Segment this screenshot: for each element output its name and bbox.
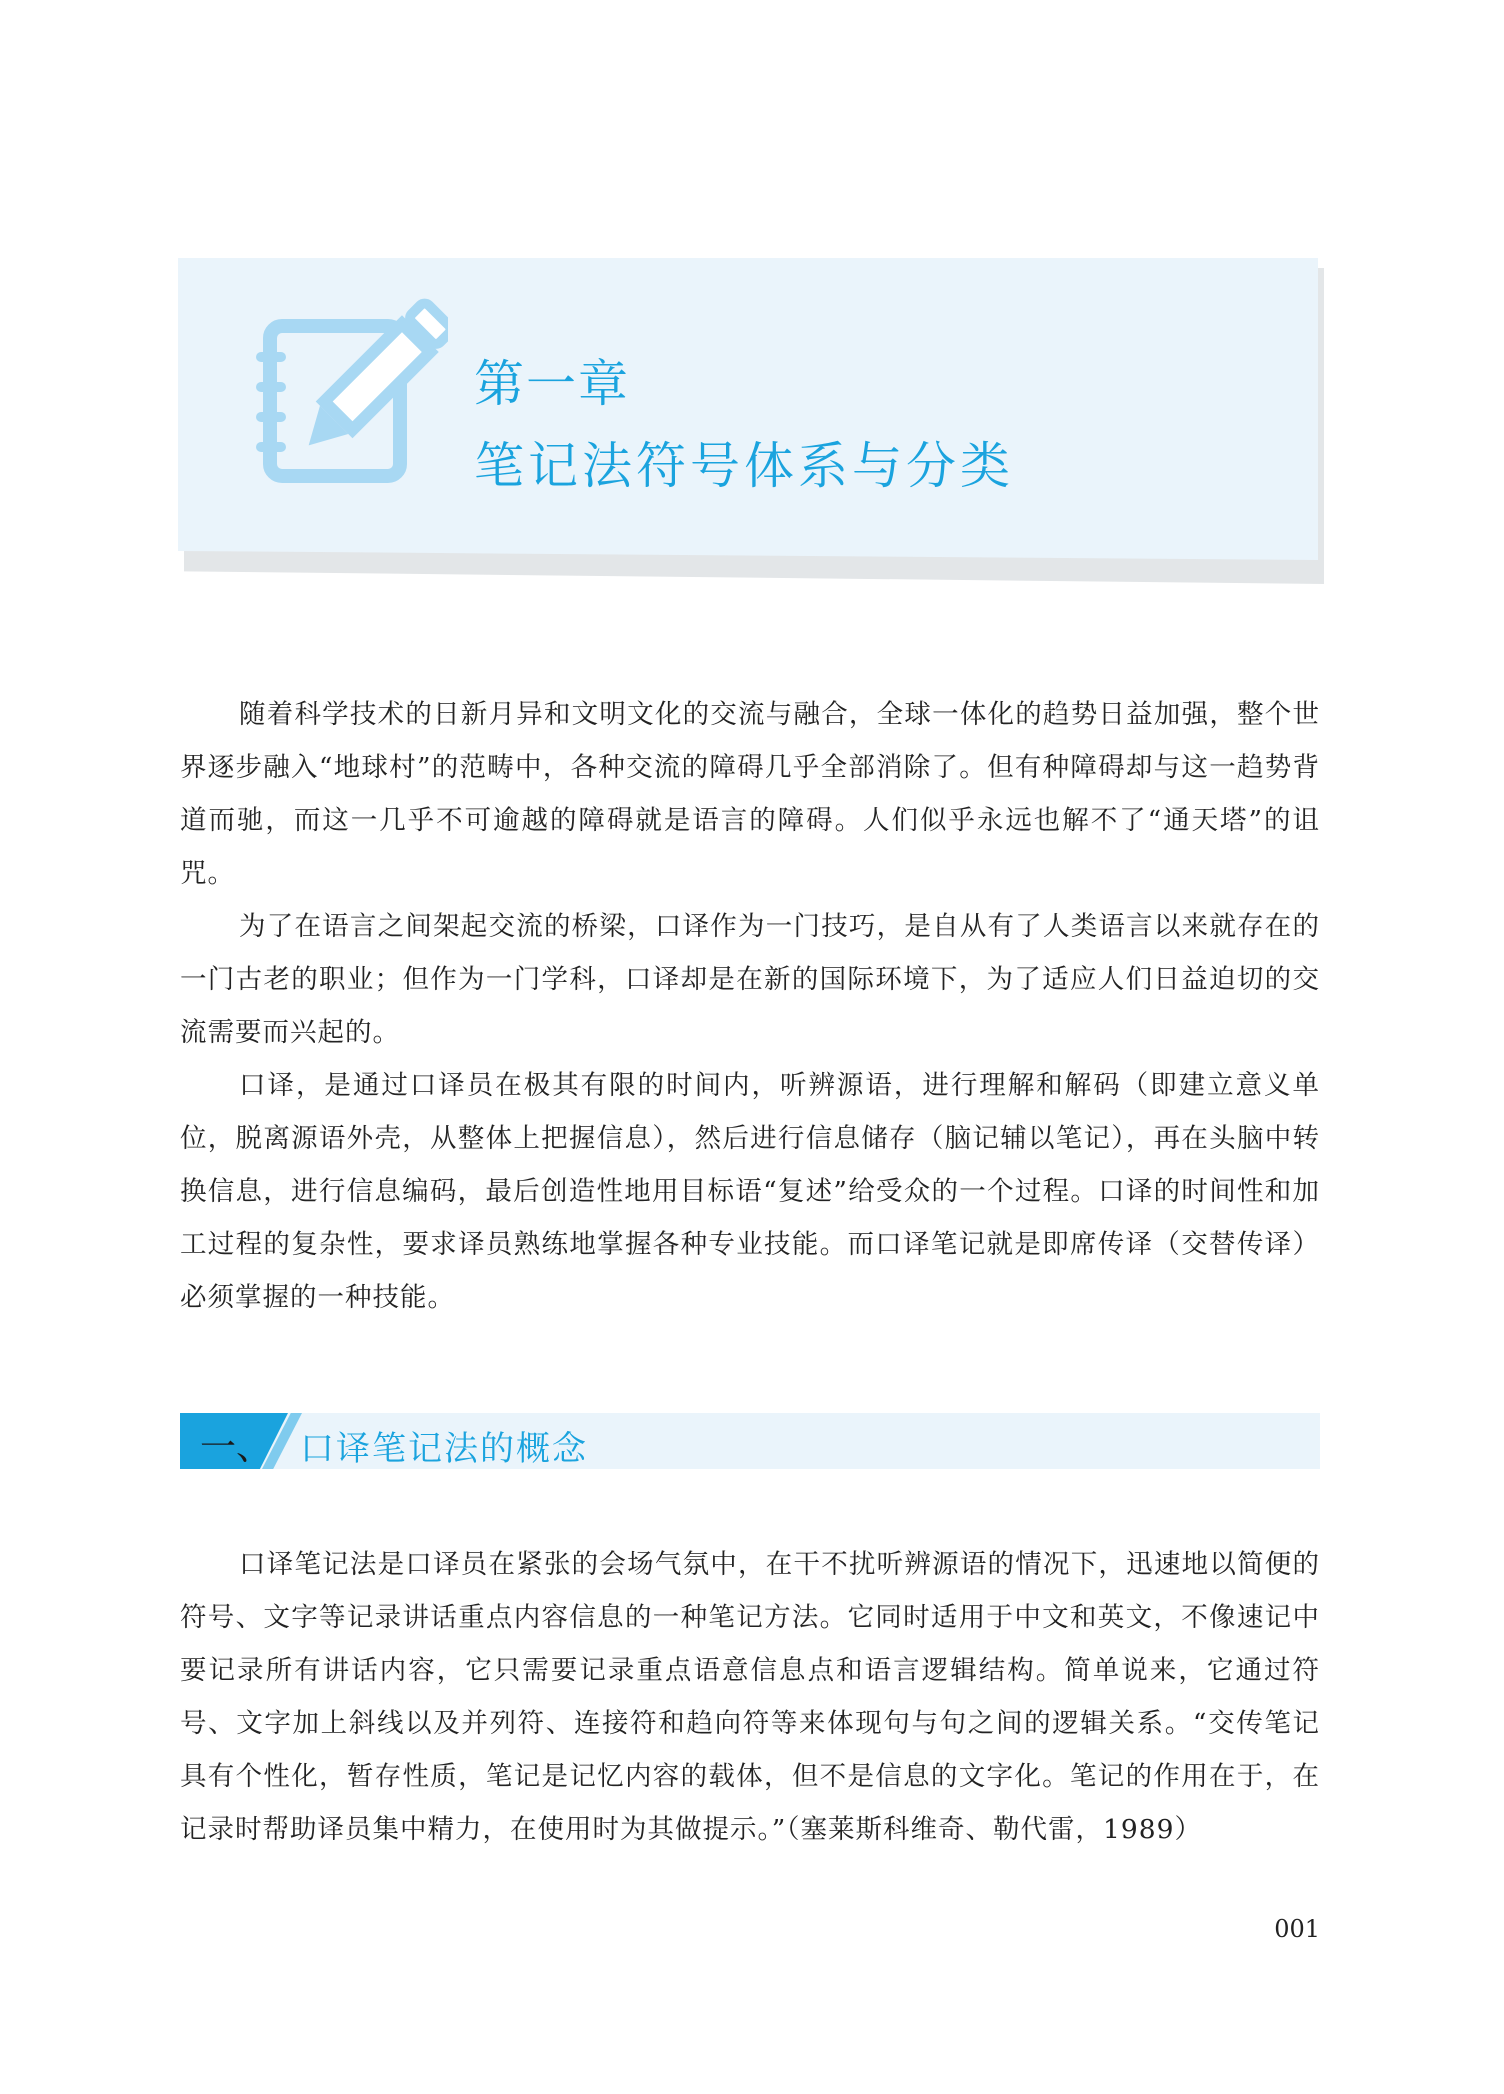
section-title: 口译笔记法的概念 [300, 1429, 588, 1469]
notebook-pen-icon [248, 296, 448, 496]
intro-paragraph-3: 口译，是通过口译员在极其有限的时间内，听辨源语，进行理解和解码（即建立意义单位，脱离源语外壳，从整体上把握信息），然后进行信息储存（脑记辅以笔记），再在头脑中转换信息，进行信息编码，最后创造性地用目标语“复述”给受众的一个过程。口译的时间性和加工过程的复杂性，要求译员熟练地掌握各种专业技能。而口译笔记就是即席传译（交替传译）必须掌握的一种技能。 [180, 1070, 1320, 1313]
section-number: 一、 [200, 1427, 273, 1468]
section-text [180, 1538, 1320, 1856]
intro-text [180, 688, 1320, 1324]
intro-paragraph-2: 为了在语言之间架起交流的桥梁，口译作为一门技巧，是自从有了人类语言以来就存在的一门古老的职业；但作为一门学科，口译却是在新的国际环境下，为了适应人们日益迫切的交流需要而兴起的。 [180, 911, 1320, 1048]
intro-paragraph-1: 随着科学技术的日新月异和文明文化的交流与融合，全球一体化的趋势日益加强，整个世界逐步融入“地球村”的范畴中，各种交流的障碍几乎全部消除了。但有种障碍却与这一趋势背道而驰，而这一几乎不可逾越的障碍就是语言的障碍。人们似乎永远也解不了“通天塔”的诅咒。 [180, 699, 1320, 889]
section-paragraph-1: 口译笔记法是口译员在紧张的会场气氛中，在干不扰听辨源语的情况下，迅速地以简便的符号、文字等记录讲话重点内容信息的一种笔记方法。它同时适用于中文和英文，不像速记中要记录所有讲话内容，它只需要记录重点语意信息点和语言逻辑结构。简单说来，它通过符号、文字加上斜线以及并列符、连接符和趋向符等来体现句与句之间的逻辑关系。“交传笔记具有个性化，暂存性质，笔记是记忆内容的载体，但不是信息的文字化。笔记的作用在于，在记录时帮助译员集中精力，在使用时为其做提示。”（塞莱斯科维奇、勒代雷，1989） [180, 1549, 1320, 1845]
chapter-number: 第一章 [474, 355, 630, 413]
chapter-title: 笔记法符号体系与分类 [474, 437, 1014, 495]
section-header [180, 1413, 1320, 1469]
page-number: 001 [1274, 1915, 1320, 1943]
chapter-banner [178, 258, 1318, 560]
